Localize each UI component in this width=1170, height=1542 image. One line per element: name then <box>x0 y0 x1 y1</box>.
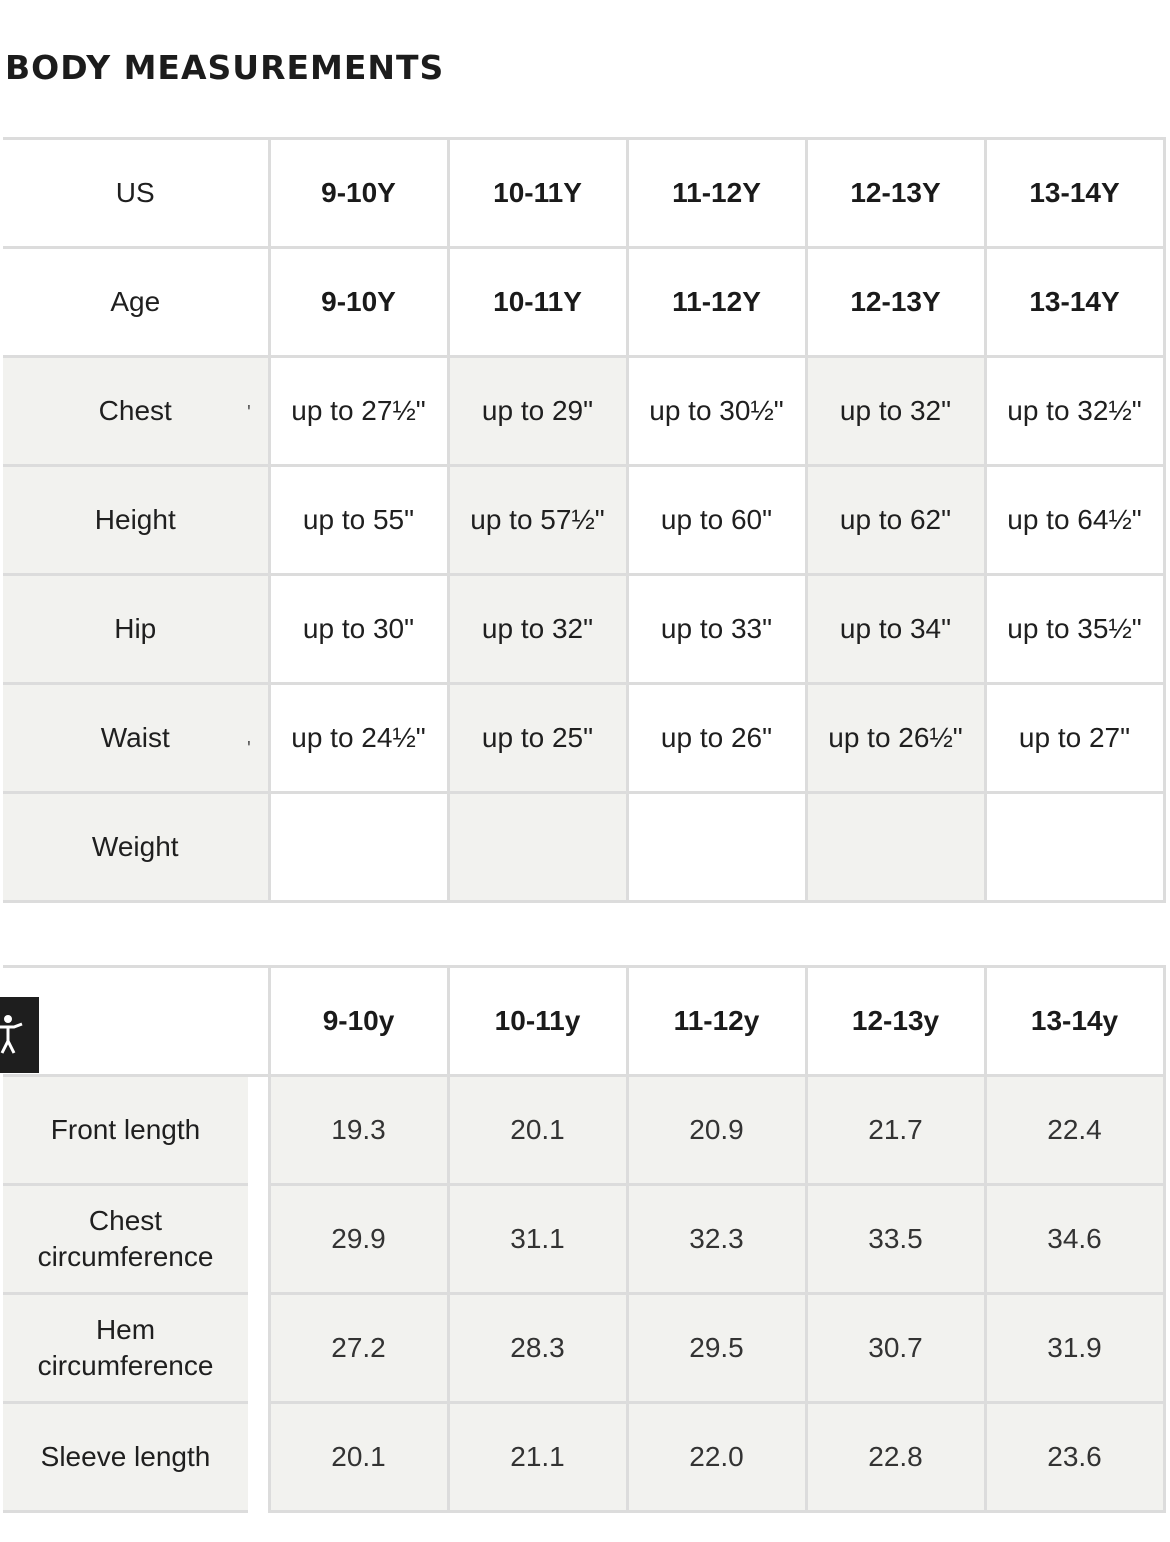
table-cell: 19.3 <box>269 1076 448 1185</box>
row-label-chest: Chest <box>3 357 269 466</box>
table-cell: 29.9 <box>269 1185 448 1294</box>
size-header: 10-11y <box>448 967 627 1076</box>
garment-measurements-table <box>3 965 1166 1513</box>
size-header: 10-11Y <box>448 139 627 248</box>
table-cell: 31.9 <box>985 1294 1164 1403</box>
age-cell: 9-10Y <box>269 248 448 357</box>
table-cell: 33.5 <box>806 1185 985 1294</box>
table-cell: 32.3 <box>627 1185 806 1294</box>
table-cell: 34.6 <box>985 1185 1164 1294</box>
table-cell: 27.2 <box>269 1294 448 1403</box>
table-cell: up to 62" <box>806 466 985 575</box>
table-cell: up to 24½" <box>269 684 448 793</box>
table-row <box>3 1076 1164 1185</box>
table-cell: 21.1 <box>448 1403 627 1512</box>
table-cell: up to 26" <box>627 684 806 793</box>
table-row <box>3 793 1164 902</box>
age-cell: 10-11Y <box>448 248 627 357</box>
table-row <box>3 139 1164 248</box>
row-label-hip: Hip <box>3 575 269 684</box>
size-header: 11-12y <box>627 967 806 1076</box>
table-row <box>3 684 1164 793</box>
table-row <box>3 1185 1164 1294</box>
table-row <box>3 248 1164 357</box>
size-header: 9-10y <box>269 967 448 1076</box>
table-cell: 22.4 <box>985 1076 1164 1185</box>
table-cell: 28.3 <box>448 1294 627 1403</box>
table-cell <box>806 793 985 902</box>
row-label-weight: Weight <box>3 793 269 902</box>
table-cell <box>985 793 1164 902</box>
age-cell: 13-14Y <box>985 248 1164 357</box>
size-header: 13-14Y <box>985 139 1164 248</box>
table-cell: up to 32" <box>448 575 627 684</box>
body-measurements-table <box>3 137 1166 903</box>
table-cell <box>448 793 627 902</box>
table-cell <box>269 793 448 902</box>
spacer <box>248 1403 269 1512</box>
table-cell <box>627 793 806 902</box>
tick-mark: ' <box>247 738 251 760</box>
label-line: Hem <box>95 1314 156 1345</box>
table-cell: up to 26½" <box>806 684 985 793</box>
table-cell: up to 64½" <box>985 466 1164 575</box>
row-label-chest-circumference <box>3 1185 248 1294</box>
table-row <box>3 357 1164 466</box>
table-cell: up to 30" <box>269 575 448 684</box>
table-cell: 22.0 <box>627 1403 806 1512</box>
size-header: 13-14y <box>985 967 1164 1076</box>
table-cell: 30.7 <box>806 1294 985 1403</box>
label-line: Chest <box>88 1205 163 1236</box>
size-header: 12-13y <box>806 967 985 1076</box>
label-line: circumference <box>37 1241 214 1272</box>
tick-mark: ' <box>247 402 251 424</box>
table-cell: 20.9 <box>627 1076 806 1185</box>
table-cell: up to 57½" <box>448 466 627 575</box>
table-cell: up to 27" <box>985 684 1164 793</box>
table-cell: up to 55" <box>269 466 448 575</box>
table-row <box>3 575 1164 684</box>
table-cell: up to 35½" <box>985 575 1164 684</box>
table-cell: up to 27½" <box>269 357 448 466</box>
row-label-waist: Waist <box>3 684 269 793</box>
table-cell: 23.6 <box>985 1403 1164 1512</box>
table-cell: up to 34" <box>806 575 985 684</box>
table-cell: up to 32½" <box>985 357 1164 466</box>
table-row <box>3 1403 1164 1512</box>
table-cell: 31.1 <box>448 1185 627 1294</box>
table-row <box>3 466 1164 575</box>
row-label-us: US <box>3 139 269 248</box>
size-header: 11-12Y <box>627 139 806 248</box>
row-label-height: Height <box>3 466 269 575</box>
spacer <box>248 1185 269 1294</box>
size-header: 9-10Y <box>269 139 448 248</box>
size-header: 12-13Y <box>806 139 985 248</box>
table-cell: up to 33" <box>627 575 806 684</box>
table-row <box>3 1294 1164 1403</box>
table-row <box>3 967 1164 1076</box>
table-cell: up to 25" <box>448 684 627 793</box>
figure-icon <box>0 997 39 1073</box>
table-cell: up to 30½" <box>627 357 806 466</box>
row-label-hem-circumference <box>3 1294 248 1403</box>
table-cell: up to 29" <box>448 357 627 466</box>
table-cell: 21.7 <box>806 1076 985 1185</box>
row-label-age: Age <box>3 248 269 357</box>
icon-header-cell <box>3 967 269 1076</box>
row-label-sleeve-length: Sleeve length <box>3 1403 248 1512</box>
figure-icon-graphic <box>0 997 39 1073</box>
age-cell: 11-12Y <box>627 248 806 357</box>
table-cell: 20.1 <box>448 1076 627 1185</box>
table-cell: up to 32" <box>806 357 985 466</box>
label-line: circumference <box>37 1350 214 1381</box>
page-title: BODY MEASUREMENTS <box>5 48 445 87</box>
table-cell: up to 60" <box>627 466 806 575</box>
age-cell: 12-13Y <box>806 248 985 357</box>
spacer <box>248 1076 269 1185</box>
row-label-front-length: Front length <box>3 1076 248 1185</box>
spacer <box>248 1294 269 1403</box>
table-cell: 20.1 <box>269 1403 448 1512</box>
table-cell: 29.5 <box>627 1294 806 1403</box>
table-cell: 22.8 <box>806 1403 985 1512</box>
